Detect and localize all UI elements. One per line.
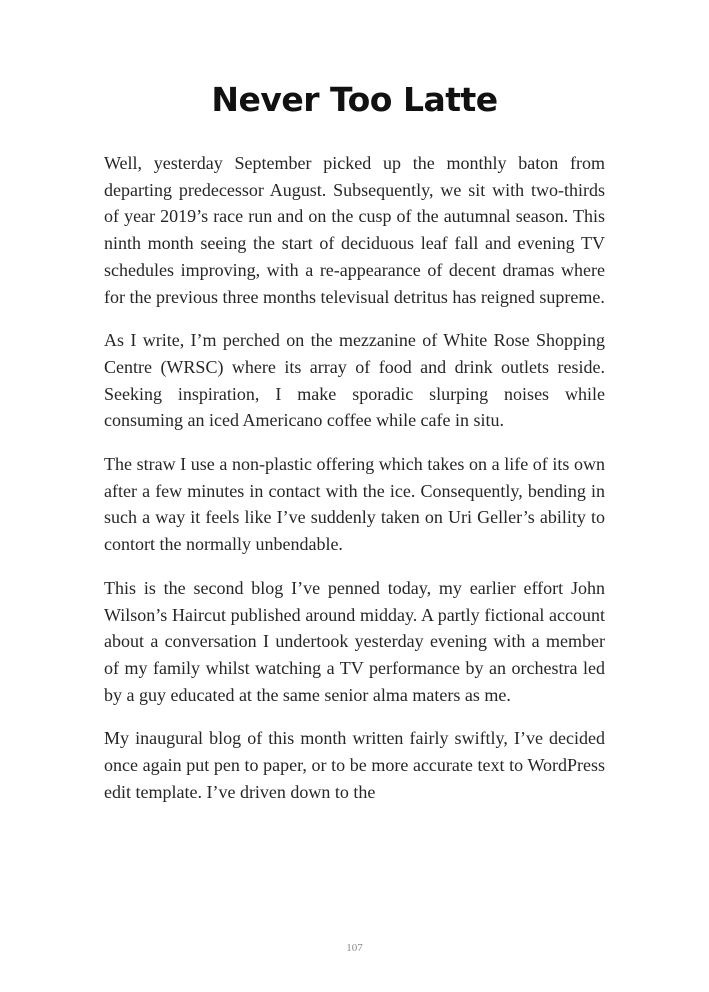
paragraph: This is the second blog I’ve penned today, my earlier effort John Wilson’s Haircut published around midday. A partly fictional account about a conversation I undertook yesterday evening with a member of my family whilst watching a TV performance by an orchestra led by a guy educated at the same senior alma maters as me. [104,577,605,705]
paragraph: Well, yesterday September picked up the monthly baton from departing predecessor August. Subsequently, we sit with two-thirds of year 2019’s race run and on the cusp of the autumnal season. This ninth month seeing the start of deciduous leaf fall and evening TV schedules improving, with a re-appearance of decent dramas where for the previous three months televisual detritus has reigned supreme. [104,153,605,307]
body-text [104,150,605,822]
paragraph: As I write, I’m perched on the mezzanine of White Rose Shopping Centre (WRSC) where its array of food and drink outlets reside. Seeking inspiration, I make sporadic slurping noises while consuming an iced Americano coffee while cafe in situ. [104,330,605,431]
paragraph: My inaugural blog of this month written fairly swiftly, I’ve decided once again put pen to paper, or to be more accurate text to WordPress edit template. I’ve driven down to the [104,728,605,802]
page-title: Never Too Latte [211,80,498,119]
page-number: 107 [346,942,363,954]
paragraph: The straw I use a non-plastic offering which takes on a life of its own after a few minutes in contact with the ice. Consequently, bending in such a way it feels like I’ve suddenly taken on Uri Geller’s ability to contort the normally unbendable. [104,454,605,555]
